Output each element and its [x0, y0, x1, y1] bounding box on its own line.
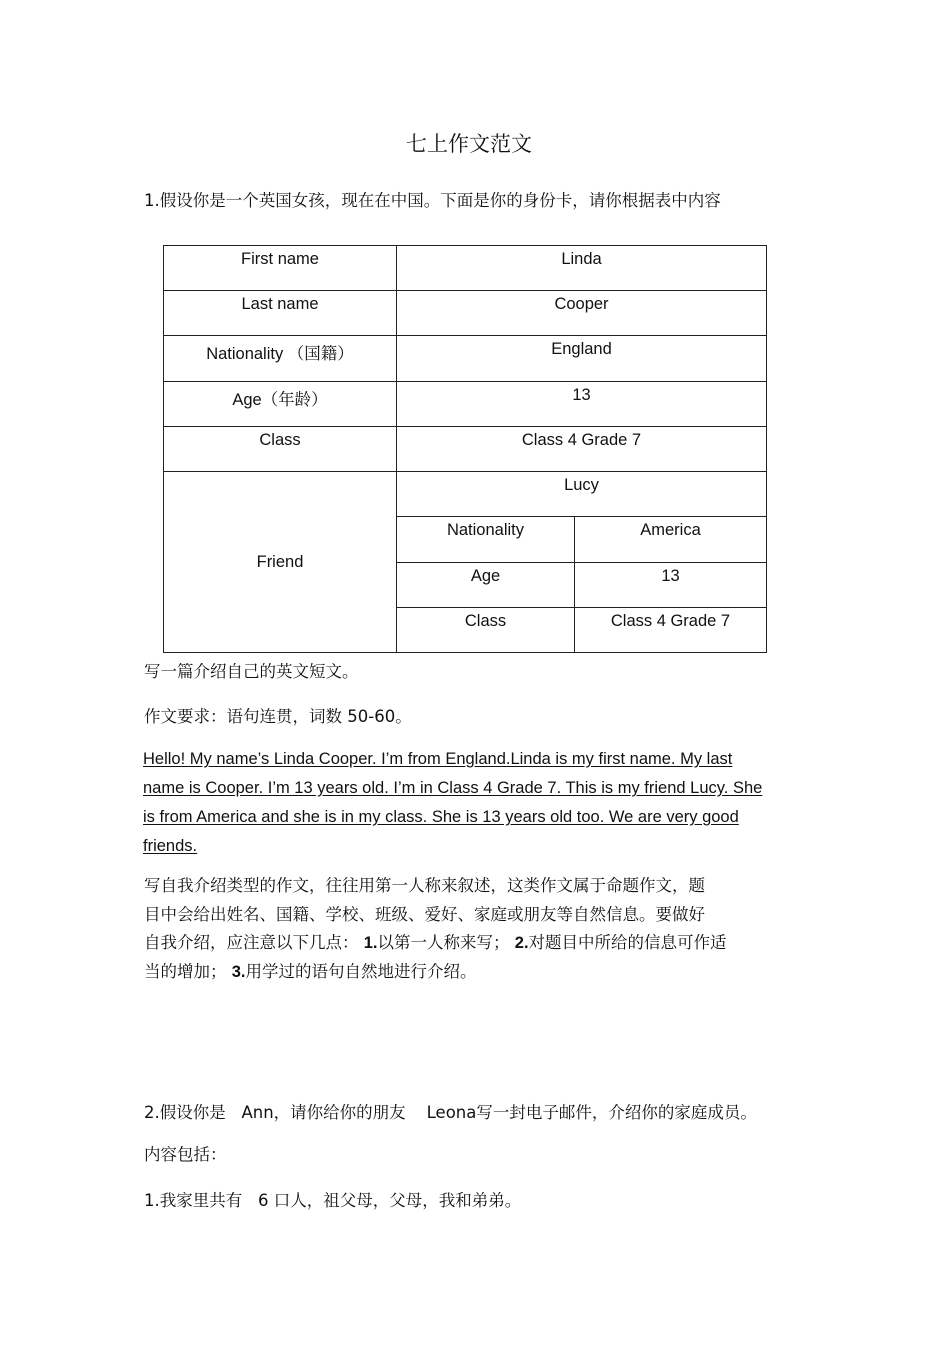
essay-line: friends. — [143, 837, 198, 855]
class-label: Class — [164, 426, 397, 471]
friend-nationality-value: America — [575, 517, 767, 562]
essay-requirement: 作文要求：语句连贯，词数 50-60。 — [144, 707, 412, 726]
writing-tips — [144, 872, 824, 986]
tips-line: 写自我介绍类型的作文，往往用第一人称来叙述，这类作文属于命题作文，题 — [144, 876, 705, 895]
friend-nationality-label: Nationality — [397, 517, 575, 562]
question-1-prompt: 1.假设你是一个英国女孩，现在在中国。下面是你的身份卡，请你根据表中内容 — [144, 191, 721, 210]
friend-class-label: Class — [397, 607, 575, 652]
friend-name-value: Lucy — [397, 472, 767, 517]
first-name-label: First name — [164, 246, 397, 291]
essay-line: Hello! My name’s Linda Cooper. I’m from England.Linda is my first name. My last — [143, 750, 733, 768]
question-2-content-label: 内容包括： — [144, 1145, 227, 1164]
identity-card-table — [163, 245, 767, 653]
page-title: 七上作文范文 — [406, 132, 532, 156]
friend-age-value: 13 — [575, 562, 767, 607]
age-value: 13 — [397, 381, 767, 426]
tips-line: 目中会给出姓名、国籍、学校、班级、爱好、家庭或朋友等自然信息。要做好 — [144, 904, 705, 924]
nationality-label: Nationality （国籍） — [164, 336, 397, 381]
first-name-value: Linda — [397, 246, 767, 291]
friend-label: Friend — [164, 472, 397, 653]
friend-class-value: Class 4 Grade 7 — [575, 607, 767, 652]
class-value: Class 4 Grade 7 — [397, 426, 767, 471]
tips-line: 当的增加； 3.用学过的语句自然地进行介绍。 — [144, 961, 477, 981]
sample-essay — [143, 745, 823, 861]
essay-line: is from America and she is in my class. She is 13 years old too. We are very good — [143, 808, 739, 826]
question-2-item-1: 1.我家里共有 6 口人，祖父母，父母，我和弟弟。 — [144, 1191, 522, 1210]
tips-line: 自我介绍，应注意以下几点： 1.以第一人称来写； 2.对题目中所给的信息可作适 — [144, 933, 727, 952]
question-1-prompt-continued: 写一篇介绍自己的英文短文。 — [144, 662, 359, 681]
last-name-value: Cooper — [397, 291, 767, 336]
last-name-label: Last name — [164, 291, 397, 336]
essay-line: name is Cooper. I’m 13 years old. I’m in Class 4 Grade 7. This is my friend Lucy. She — [143, 779, 763, 797]
age-label: Age（年龄） — [164, 381, 397, 426]
nationality-value: England — [397, 336, 767, 381]
question-2-prompt: 2.假设你是 Ann，请你给你的朋友 Leona写一封电子邮件，介绍你的家庭成员。 — [144, 1103, 757, 1122]
friend-age-label: Age — [397, 562, 575, 607]
